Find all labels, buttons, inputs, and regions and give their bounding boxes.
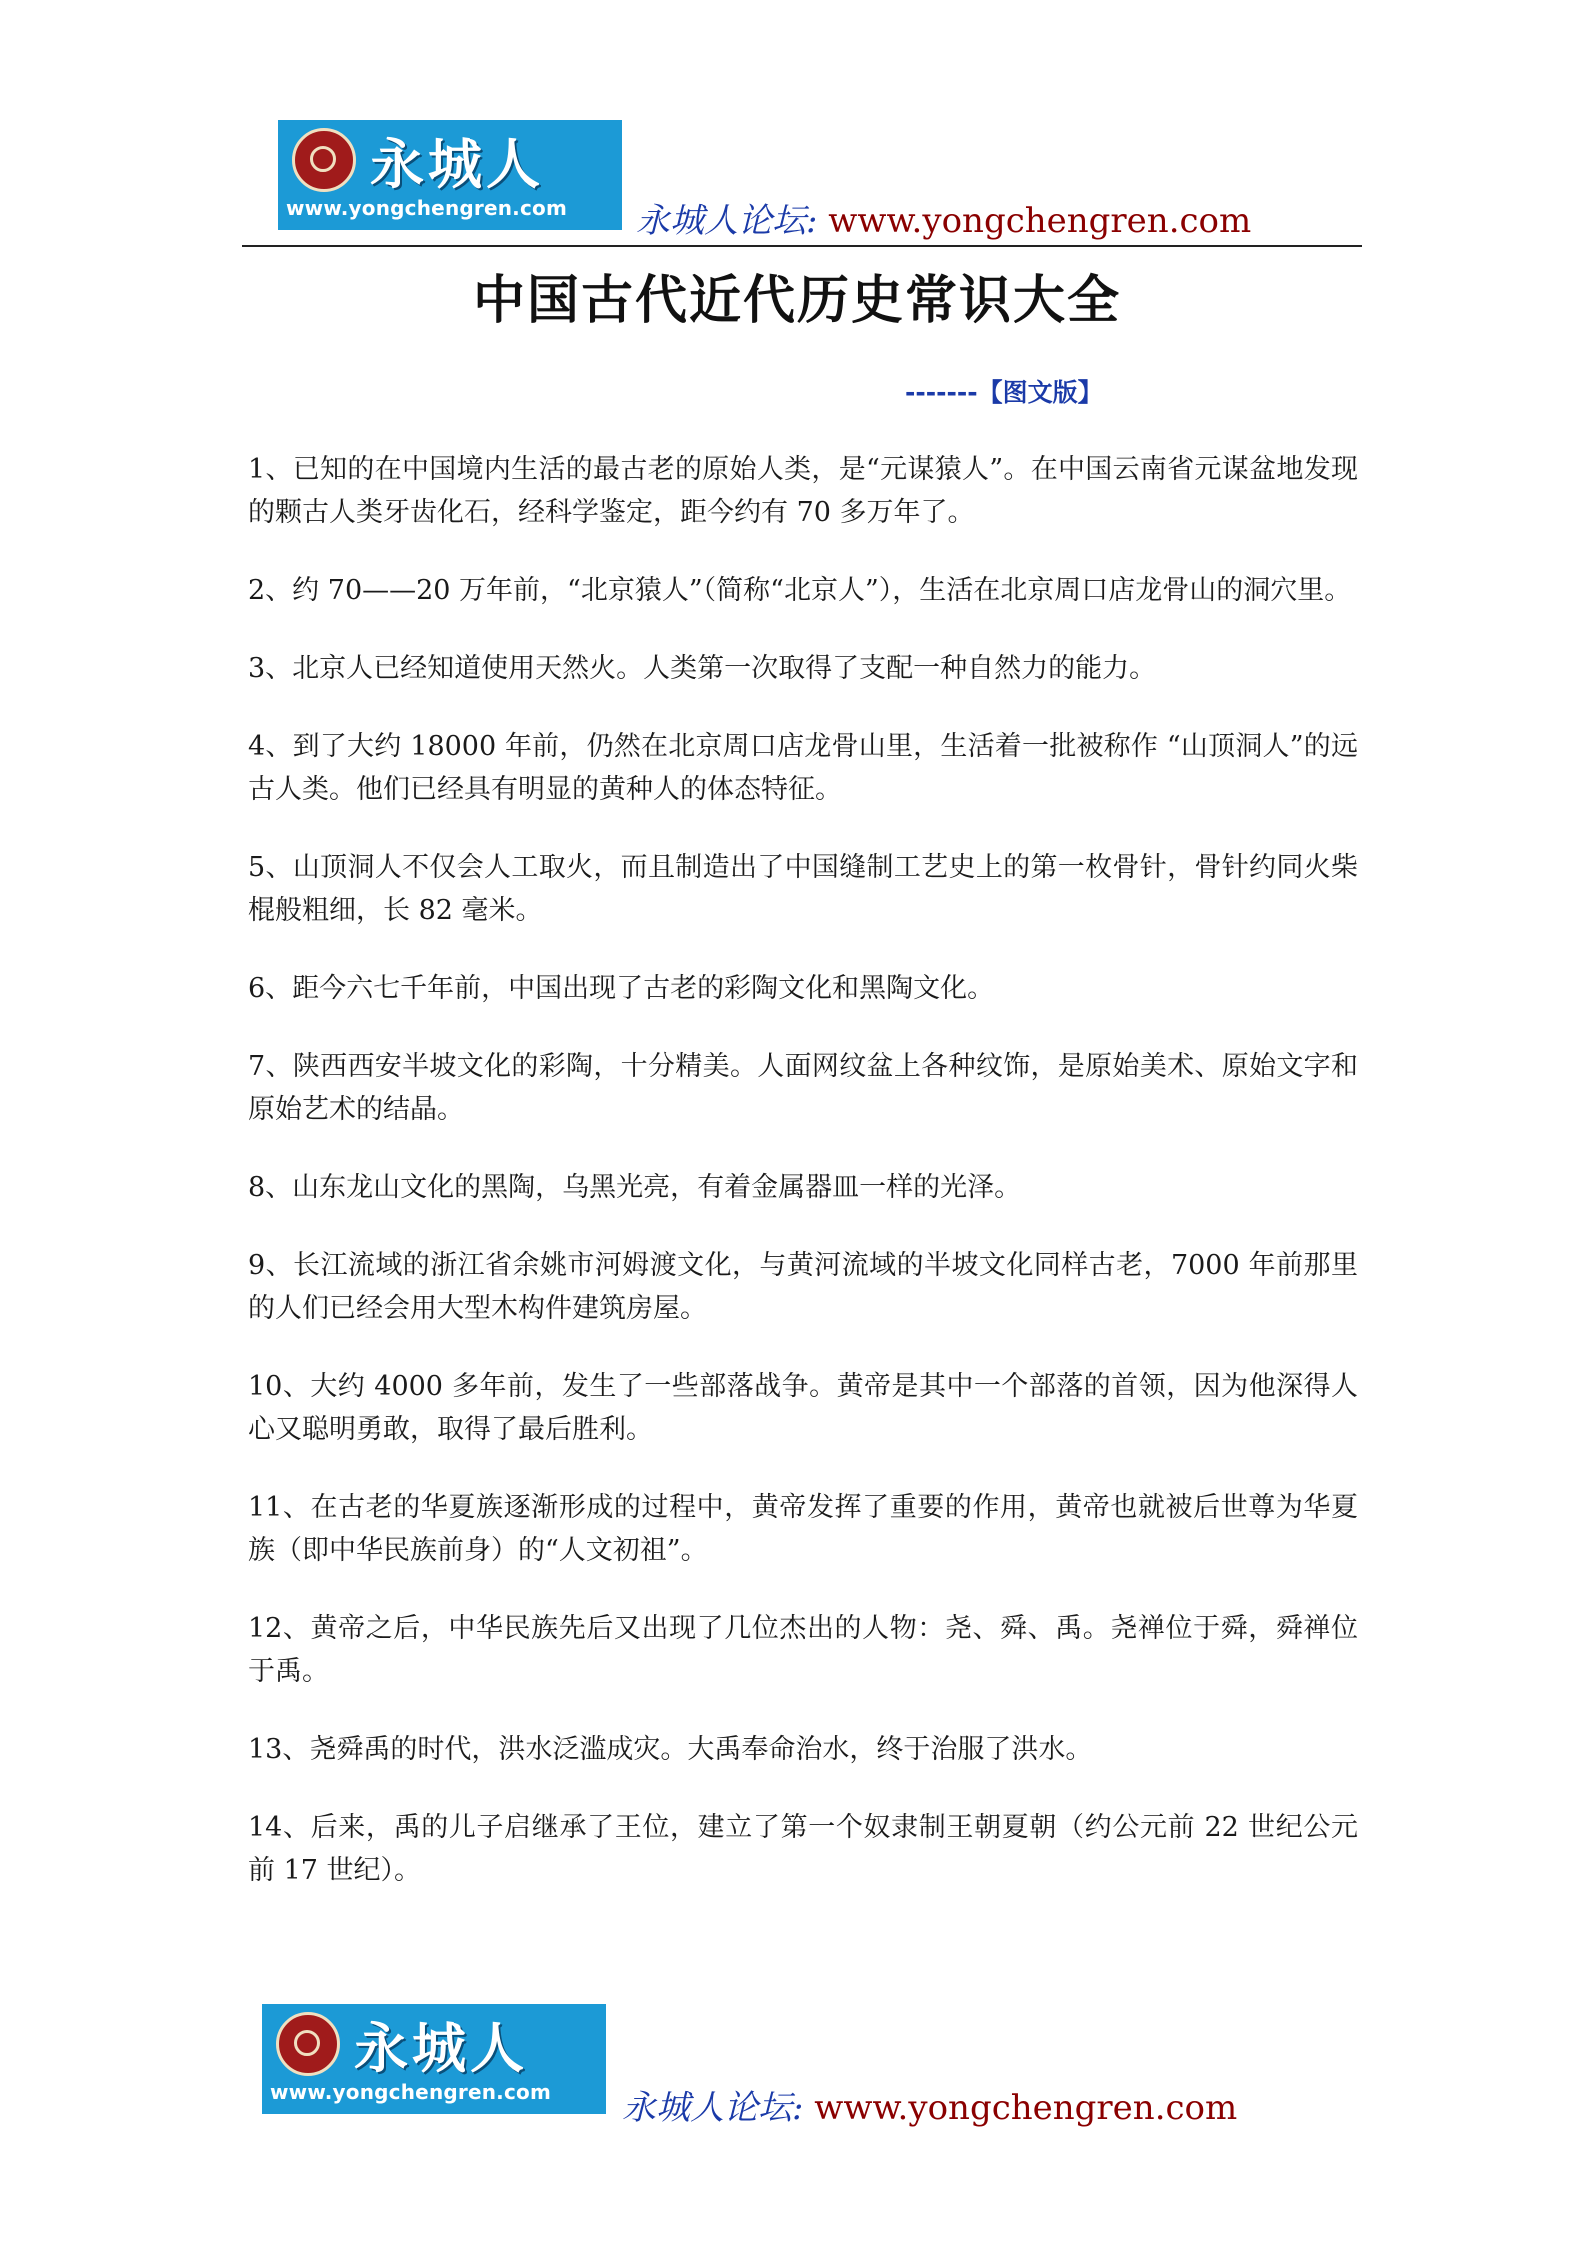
list-item: 4、到了大约 18000 年前，仍然在北京周口店龙骨山里，生活着一批被称作 “山顶洞人”的远古人类。他们已经具有明显的黄种人的体态特征。 bbox=[248, 731, 1358, 805]
document-title: 中国古代近代历史常识大全 bbox=[472, 271, 1121, 331]
logo-brand-text: 永城人 bbox=[354, 2017, 528, 2080]
history-facts-list bbox=[248, 448, 1358, 1927]
footer-forum-url[interactable]: www.yongchengren.com bbox=[814, 2088, 1238, 2128]
document-subtitle: -------【图文版】 bbox=[905, 378, 1103, 407]
list-item: 3、北京人已经知道使用天然火。人类第一次取得了支配一种自然力的能力。 bbox=[248, 653, 1157, 684]
footer-forum-link[interactable] bbox=[622, 2080, 1237, 2129]
logo-brand-text: 永城人 bbox=[370, 133, 544, 196]
logo-url-text: www.yongchengren.com bbox=[286, 196, 567, 220]
footer-forum-label: 永城人论坛: bbox=[622, 2088, 804, 2128]
list-item: 13、尧舜禹的时代，洪水泛滥成灾。大禹奉命治水，终于治服了洪水。 bbox=[248, 1734, 1093, 1765]
logo-emblem-icon bbox=[292, 128, 356, 192]
list-item: 2、约 70——20 万年前，“北京猿人”（简称“北京人”），生活在北京周口店龙骨山的洞穴里。 bbox=[248, 575, 1352, 606]
list-item: 11、在古老的华夏族逐渐形成的过程中，黄帝发挥了重要的作用，黄帝也就被后世尊为华夏族（即中华民族前身）的“人文初祖”。 bbox=[248, 1492, 1358, 1566]
header-divider bbox=[242, 245, 1362, 247]
header-forum-url[interactable]: www.yongchengren.com bbox=[828, 201, 1252, 241]
list-item: 8、山东龙山文化的黑陶，乌黑光亮，有着金属器皿一样的光泽。 bbox=[248, 1172, 1022, 1203]
footer-logo[interactable] bbox=[262, 2004, 606, 2114]
list-item: 5、山顶洞人不仅会人工取火，而且制造出了中国缝制工艺史上的第一枚骨针，骨针约同火柴棍般粗细，长 82 毫米。 bbox=[248, 852, 1358, 926]
header-logo[interactable] bbox=[278, 120, 622, 230]
header-forum-link[interactable] bbox=[636, 193, 1251, 242]
logo-emblem-icon bbox=[276, 2012, 340, 2076]
list-item: 10、大约 4000 多年前，发生了一些部落战争。黄帝是其中一个部落的首领，因为他深得人心又聪明勇敢，取得了最后胜利。 bbox=[248, 1371, 1358, 1445]
logo-url-text: www.yongchengren.com bbox=[270, 2080, 551, 2104]
list-item: 6、距今六七千年前，中国出现了古老的彩陶文化和黑陶文化。 bbox=[248, 973, 995, 1004]
list-item: 7、陕西西安半坡文化的彩陶，十分精美。人面网纹盆上各种纹饰，是原始美术、原始文字和原始艺术的结晶。 bbox=[248, 1051, 1358, 1125]
list-item: 9、长江流域的浙江省余姚市河姆渡文化，与黄河流域的半坡文化同样古老，7000 年前那里的人们已经会用大型木构件建筑房屋。 bbox=[248, 1250, 1358, 1324]
list-item: 14、后来，禹的儿子启继承了王位，建立了第一个奴隶制王朝夏朝（约公元前 22 世纪公元前 17 世纪）。 bbox=[248, 1812, 1358, 1886]
header-forum-label: 永城人论坛: bbox=[636, 201, 818, 241]
list-item: 1、已知的在中国境内生活的最古老的原始人类，是“元谋猿人”。在中国云南省元谋盆地发现的颗古人类牙齿化石，经科学鉴定，距今约有 70 多万年了。 bbox=[248, 454, 1358, 528]
list-item: 12、黄帝之后，中华民族先后又出现了几位杰出的人物：尧、舜、禹。尧禅位于舜，舜禅位于禹。 bbox=[248, 1613, 1358, 1687]
